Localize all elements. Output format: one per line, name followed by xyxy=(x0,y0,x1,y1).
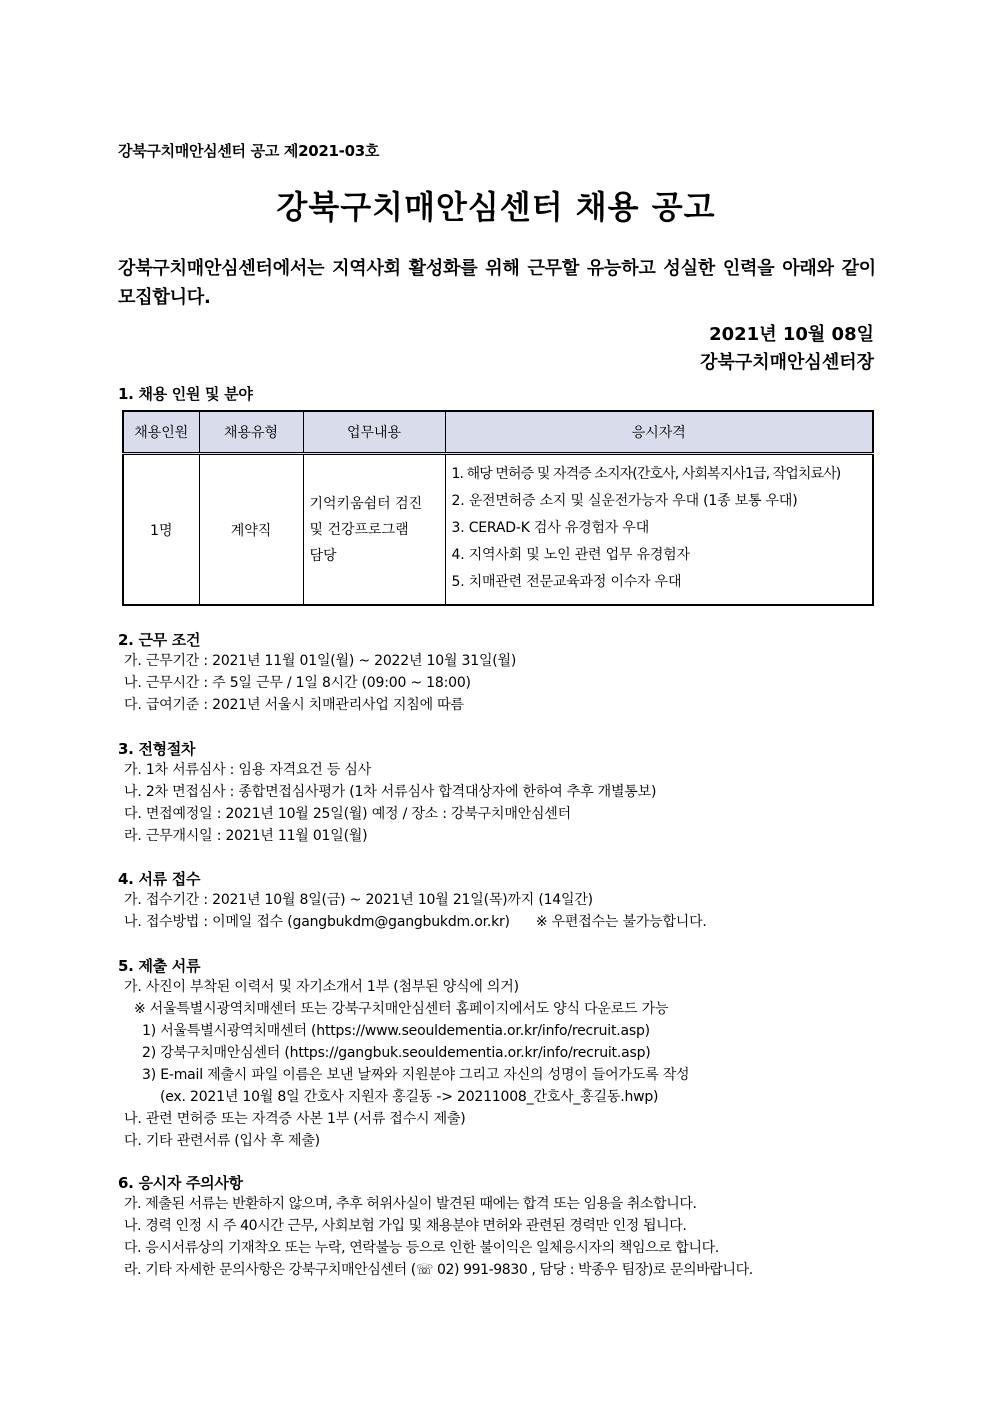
work-conditions-list xyxy=(124,650,516,716)
cell-duty xyxy=(303,454,445,606)
list-item: 나. 근무시간 : 주 5일 근무 / 1일 8시간 (09:00 ~ 18:00) xyxy=(124,675,471,691)
notice-date: 2021년 10월 08일 xyxy=(709,324,874,345)
column-header-type: 채용유형 xyxy=(199,411,303,454)
section-3-heading: 3. 전형절차 xyxy=(118,740,196,758)
list-item: 가. 접수기간 : 2021년 10월 8일(금) ~ 2021년 10월 21일(목)까지 (14일간) xyxy=(124,892,593,908)
list-item xyxy=(124,911,707,933)
applicant-notes-list xyxy=(124,1193,753,1281)
qualification-item: 3. CERAD-K 검사 유경험자 우대 xyxy=(451,520,650,536)
page-title: 강북구치매안심센터 채용 공고 xyxy=(276,188,716,226)
list-item: 다. 응시서류상의 기재착오 또는 누락, 연락불능 등으로 인한 불이익은 일체응시자의 책임으로 합니다. xyxy=(124,1240,719,1256)
email-filename-rule: 3) E-mail 제출시 파일 이름은 보낸 날짜와 지원분야 그리고 자신의 성명이 들어가도록 작성 xyxy=(142,1067,690,1083)
column-header-count: 채용인원 xyxy=(123,411,199,454)
notice-number: 강북구치매안심센터 공고 제2021-03호 xyxy=(118,142,380,160)
qualification-item: 4. 지역사회 및 노인 관련 업무 유경험자 xyxy=(451,547,690,563)
list-item: 가. 1차 서류심사 : 임용 자격요건 등 심사 xyxy=(124,762,372,778)
section-6-heading: 6. 응시자 주의사항 xyxy=(118,1174,243,1192)
list-item: 다. 급여기준 : 2021년 서울시 치매관리사업 지침에 따름 xyxy=(124,697,464,713)
section-1-heading: 1. 채용 인원 및 분야 xyxy=(118,385,253,403)
required-documents-list xyxy=(124,976,689,1152)
column-header-qualifications: 응시자격 xyxy=(445,411,873,454)
duty-line: 기억키움쉼터 검진 xyxy=(309,495,423,512)
receipt-note: ※ 우편접수는 불가능합니다. xyxy=(535,914,707,930)
list-item: 가. 제출된 서류는 반환하지 않으며, 추후 허위사실이 발견된 때에는 합격 또는 임용을 취소합니다. xyxy=(124,1196,697,1212)
column-header-duty: 업무내용 xyxy=(303,411,445,454)
intro-text: 강북구치매안심센터에서는 지역사회 활성화를 위해 근무할 유능하고 성실한 인력을 아래와 같이 모집합니다. xyxy=(118,258,876,308)
list-item: 나. 관련 면허증 또는 자격증 사본 1부 (서류 접수시 제출) xyxy=(124,1111,466,1127)
download-link-gangbuk: 2) 강북구치매안심센터 (https://gangbuk.seouldementia.or.kr/info/recruit.asp) xyxy=(142,1045,651,1061)
email-filename-example: (ex. 2021년 10월 8일 간호사 지원자 홍길동 -> 20211008_간호사_홍길동.hwp) xyxy=(160,1089,659,1105)
list-item: 라. 근무개시일 : 2021년 11월 01일(월) xyxy=(124,828,368,844)
qualification-item: 1. 해당 면허증 및 자격증 소지자(간호사, 사회복지사1급, 작업치료사) xyxy=(451,466,841,482)
cell-type: 계약직 xyxy=(199,454,303,606)
application-receipt-list xyxy=(124,889,707,933)
qualification-item: 5. 치매관련 전문교육과정 이수자 우대 xyxy=(451,574,682,590)
list-item: 가. 근무기간 : 2021년 11월 01일(월) ~ 2022년 10월 31일(월) xyxy=(124,653,517,669)
recruitment-table xyxy=(122,410,874,606)
cell-qualifications xyxy=(445,454,873,606)
list-item: 가. 사진이 부착된 이력서 및 자기소개서 1부 (첨부된 양식에 의거) xyxy=(124,979,519,995)
section-5-heading: 5. 제출 서류 xyxy=(118,957,201,975)
duty-line: 및 건강프로그램 xyxy=(309,521,409,538)
download-link-seoul: 1) 서울특별시광역치매센터 (https://www.seouldementia.or.kr/info/recruit.asp) xyxy=(142,1023,650,1039)
notice-issuer: 강북구치매안심센터장 xyxy=(700,352,874,373)
selection-process-list xyxy=(124,759,656,847)
section-2-heading: 2. 근무 조건 xyxy=(118,631,201,649)
table-row xyxy=(123,454,873,606)
cell-count: 1명 xyxy=(123,454,199,606)
list-item: 나. 2차 면접심사 : 종합면접심사평가 (1차 서류심사 합격대상자에 한하여 추후 개별통보) xyxy=(124,784,657,800)
qualification-item: 2. 운전면허증 소지 및 실운전가능자 우대 (1종 보통 우대) xyxy=(451,493,798,509)
receipt-method: 나. 접수방법 : 이메일 접수 (gangbukdm@gangbukdm.or.kr) xyxy=(124,914,510,930)
section-4-heading: 4. 서류 접수 xyxy=(118,870,201,888)
list-item: 라. 기타 자세한 문의사항은 강북구치매안심센터 (☏ 02) 991-9830 , 담당 : 박종우 팀장)로 문의바랍니다. xyxy=(124,1262,753,1278)
duty-line: 담당 xyxy=(309,547,337,564)
list-item: 다. 기타 관련서류 (입사 후 제출) xyxy=(124,1133,320,1149)
table-header-row xyxy=(123,411,873,454)
list-item: 나. 경력 인정 시 주 40시간 근무, 사회보험 가입 및 채용분야 면허와 관련된 경력만 인정 됩니다. xyxy=(124,1218,687,1234)
list-item: 다. 면접예정일 : 2021년 10월 25일(월) 예정 / 장소 : 강북구치매안심센터 xyxy=(124,806,571,822)
download-note: ※ 서울특별시광역치매센터 또는 강북구치매안심센터 홈페이지에서도 양식 다운로드 가능 xyxy=(134,1001,669,1017)
